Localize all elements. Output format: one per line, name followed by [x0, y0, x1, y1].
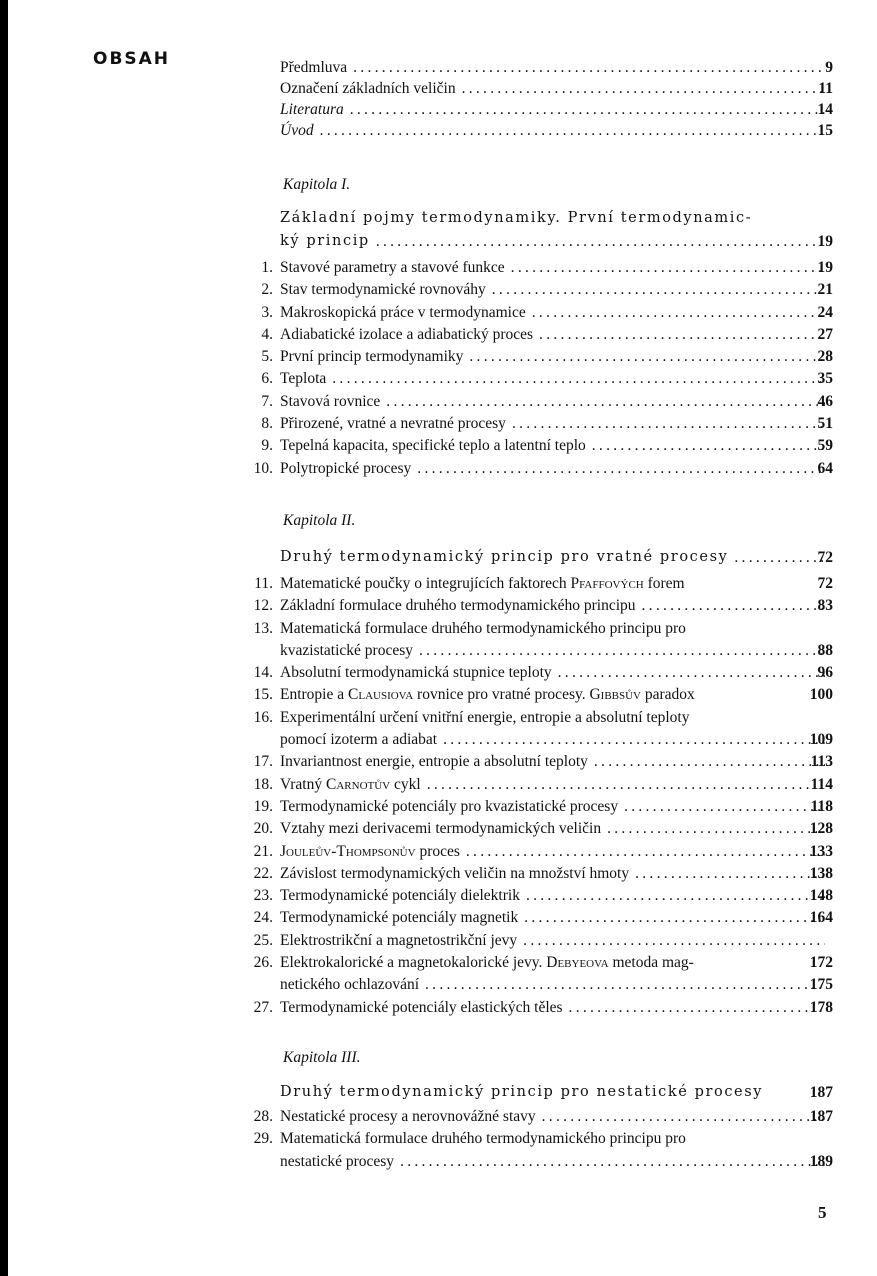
toc-line — [0, 391, 877, 413]
entry-number: 15. — [253, 686, 273, 704]
toc-line — [0, 546, 877, 569]
page-ref: 114 — [810, 775, 833, 793]
entry-title: nestatické procesy — [280, 1152, 395, 1170]
entry-text-row — [280, 458, 833, 480]
contents-heading: OBSAH — [93, 49, 171, 69]
entry-text-row — [280, 662, 833, 684]
chapter-label: Kapitola III. — [283, 1049, 361, 1066]
toc-line — [0, 573, 877, 595]
entry-title: Přirozené, vratné a nevratné procesy — [280, 415, 506, 433]
page-ref: 148 — [809, 887, 833, 905]
toc-line — [0, 841, 877, 863]
toc-line — [0, 952, 877, 974]
leader-dots — [419, 640, 825, 662]
entry-title: Invariantnost energie, entropie a absolutní teploty — [280, 753, 588, 771]
entry-text-row — [280, 368, 833, 390]
small-caps-name: Clausiova — [348, 686, 414, 704]
entry-title: Polytropické procesy — [280, 459, 412, 477]
entry-number: 20. — [253, 820, 273, 838]
leader-dots — [332, 368, 825, 390]
entry-title: Stav termodynamické rovnováhy — [280, 281, 486, 299]
page-ref: 15 — [817, 122, 833, 139]
leader-dots — [443, 729, 825, 751]
entry-title: Úvod — [280, 122, 314, 139]
leader-dots — [594, 751, 825, 773]
chapter-label: Kapitola II. — [283, 512, 356, 529]
toc-line — [0, 774, 877, 796]
leader-dots — [512, 413, 825, 435]
entry-title: Základní formulace druhého termodynamického principu — [280, 597, 636, 615]
entry-text-row — [280, 885, 833, 907]
toc-line — [0, 413, 877, 435]
entry-number: 6. — [261, 370, 273, 388]
entry-text-row — [280, 729, 833, 751]
entry-title: ký princip — [280, 233, 370, 249]
entry-number: 21. — [253, 842, 273, 860]
leader-dots — [592, 435, 825, 457]
chapter-2 — [0, 510, 877, 1019]
entry-text-row — [280, 640, 833, 662]
toc-line — [0, 120, 877, 141]
entry-number: 27. — [253, 998, 273, 1016]
entry-number: 26. — [253, 954, 273, 972]
toc-entry — [0, 885, 877, 907]
page-ref: 72 — [817, 575, 833, 592]
toc-entry — [0, 930, 877, 952]
chapter-1 — [0, 174, 877, 480]
chapter-3 — [0, 1047, 877, 1173]
toc-entry — [0, 368, 877, 390]
toc-entry — [0, 952, 877, 997]
small-caps-name: Jouleův-Thompsonův — [280, 842, 416, 860]
toc-entry — [0, 863, 877, 885]
entry-text-row — [280, 324, 833, 346]
entry-title: Matematické poučky o integrujících faktorech Pfaffových forem — [280, 575, 685, 592]
page-ref: 28 — [817, 348, 833, 366]
page-ref: 83 — [817, 597, 833, 615]
leader-dots — [400, 1151, 825, 1173]
entry-text-row — [280, 279, 833, 301]
entry-title: Termodynamické potenciály dielektrik — [280, 887, 520, 905]
leader-dots — [376, 230, 825, 253]
page-ref: 113 — [810, 753, 833, 771]
page-ref: 35 — [817, 370, 833, 388]
page-ref: 72 — [817, 549, 833, 566]
entry-text-row — [280, 546, 833, 569]
page-ref: 189 — [809, 1152, 833, 1170]
page-ref: 118 — [810, 797, 833, 815]
entry-title: netického ochlazování — [280, 976, 420, 994]
toc-line — [0, 346, 877, 368]
small-caps-name: Pfaffových — [570, 575, 644, 592]
toc-entry — [0, 818, 877, 840]
small-caps-name: Gibbsův — [589, 686, 642, 704]
entry-text-row — [280, 684, 833, 706]
leader-dots — [558, 662, 825, 684]
entry-text-row — [280, 1081, 833, 1104]
entry-title: Termodynamické potenciály pro kvazistatické procesy — [280, 797, 619, 815]
entry-text-row — [280, 618, 833, 640]
toc-line — [0, 974, 877, 996]
entry-text-row — [280, 818, 833, 840]
entry-text-row — [280, 207, 833, 230]
entry-number: 28. — [253, 1108, 273, 1125]
toc-line — [0, 279, 877, 301]
page-ref: 24 — [817, 303, 833, 321]
entry-text-row — [280, 391, 833, 413]
entry-text-row — [280, 120, 833, 141]
toc-entry — [0, 391, 877, 413]
toc-line — [0, 997, 877, 1019]
entry-title: Matematická formulace druhého termodynamického principu pro — [280, 1130, 686, 1148]
entry-number: 9. — [261, 437, 273, 455]
entry-number: 4. — [261, 325, 273, 343]
entry-text-row — [280, 573, 833, 595]
leader-dots — [526, 885, 825, 907]
front-matter — [0, 57, 877, 141]
toc-entry — [0, 413, 877, 435]
toc-line — [0, 818, 877, 840]
toc-entry — [0, 302, 877, 324]
entry-title: Literatura — [280, 101, 344, 118]
entry-title: Termodynamické potenciály elastických těles — [280, 998, 563, 1016]
leader-dots — [511, 257, 825, 279]
toc-line — [0, 707, 877, 729]
entry-text-row — [280, 230, 833, 253]
entry-title: Stavové parametry a stavové funkce — [280, 259, 505, 276]
leader-dots — [462, 78, 825, 99]
entry-text-row — [280, 707, 833, 729]
entry-title: První princip termodynamiky — [280, 348, 464, 366]
entry-number: 19. — [253, 797, 273, 815]
toc-entry — [0, 458, 877, 480]
page-ref: 164 — [809, 909, 833, 927]
entry-title: Základní pojmy termodynamiky. První termodynamic- — [280, 210, 753, 226]
entry-text-row — [280, 413, 833, 435]
page-ref: 109 — [809, 731, 833, 749]
entry-number: 5. — [261, 348, 273, 366]
entry-title: Matematická formulace druhého termodynamického principu pro — [280, 619, 686, 637]
entry-title: Stavová rovnice — [280, 392, 381, 410]
entry-number: 23. — [253, 887, 273, 905]
entry-text-row — [280, 796, 833, 818]
leader-dots — [624, 796, 825, 818]
toc-line — [0, 1151, 877, 1173]
toc-line — [0, 751, 877, 773]
entry-text-row — [280, 595, 833, 617]
page-ref: 128 — [809, 820, 833, 838]
entry-text-row — [280, 1128, 833, 1150]
page-ref: 21 — [817, 281, 833, 299]
entry-number: 13. — [253, 619, 273, 637]
entry-text-row — [280, 1151, 833, 1173]
leader-dots — [542, 1106, 825, 1128]
leader-dots — [569, 997, 825, 1019]
entry-number: 12. — [253, 597, 273, 615]
toc-line — [0, 324, 877, 346]
toc-line — [0, 230, 877, 253]
entry-number: 22. — [253, 864, 273, 882]
entry-number: 11. — [254, 575, 273, 592]
toc-entry — [0, 279, 877, 301]
toc-entry — [0, 751, 877, 773]
chapter-title — [0, 546, 877, 569]
toc-entry — [0, 573, 877, 595]
leader-dots — [417, 458, 825, 480]
page-ref: 133 — [809, 842, 833, 860]
leader-dots — [539, 324, 825, 346]
toc-line — [0, 930, 877, 952]
toc-line — [0, 796, 877, 818]
toc-line — [0, 1106, 877, 1128]
chapter-title — [0, 207, 877, 253]
page-ref: 19 — [817, 233, 833, 250]
entry-title: Teplota — [280, 370, 327, 388]
leader-dots — [320, 120, 825, 141]
entry-text-row — [280, 57, 833, 78]
page-ref: 96 — [817, 664, 833, 682]
page-ref: 88 — [817, 641, 833, 659]
toc-entry — [0, 997, 877, 1019]
toc-line — [0, 207, 877, 230]
toc-entry — [0, 346, 877, 368]
leader-dots — [350, 99, 825, 120]
chapter-entries — [0, 1106, 877, 1173]
page-ref: 138 — [809, 864, 833, 882]
entry-title: Druhý termodynamický princip pro nestatické procesy — [280, 1084, 764, 1100]
entry-number: 25. — [253, 931, 273, 949]
leader-dots — [386, 391, 825, 413]
chapter-label: Kapitola I. — [283, 176, 351, 193]
page-ref: 187 — [809, 1084, 833, 1101]
toc-line — [0, 684, 877, 706]
toc-entry — [0, 595, 877, 617]
small-caps-name: Carnotův — [326, 775, 391, 793]
entry-title: Závislost termodynamických veličin na množství hmoty — [280, 864, 630, 882]
entry-text-row — [280, 99, 833, 120]
page-ref: 19 — [817, 259, 833, 276]
leader-dots — [492, 279, 825, 301]
entry-title: Předmluva — [280, 59, 348, 76]
entry-text-row — [280, 907, 833, 929]
entry-text-row — [280, 863, 833, 885]
leader-dots — [523, 930, 825, 952]
toc-entry — [0, 324, 877, 346]
toc-entry — [0, 907, 877, 929]
entry-text-row — [280, 257, 833, 279]
entry-title: Nestatické procesy a nerovnovážné stavy — [280, 1108, 536, 1125]
page-ref: 11 — [818, 80, 833, 97]
entry-title: Adiabatické izolace a adiabatický proces — [280, 325, 534, 343]
entry-text-row — [280, 997, 833, 1019]
entry-title: Vratný Carnotův cykl — [280, 775, 421, 793]
toc-line — [0, 57, 877, 78]
page-ref: 59 — [817, 437, 833, 455]
toc-line — [0, 1081, 877, 1104]
toc-entry — [0, 774, 877, 796]
chapter-entries — [0, 257, 877, 480]
toc-line — [0, 368, 877, 390]
entry-number: 24. — [253, 909, 273, 927]
leader-dots — [607, 818, 825, 840]
entry-title: Makroskopická práce v termodynamice — [280, 303, 526, 321]
page-number: 5 — [818, 1203, 827, 1222]
entry-number: 10. — [253, 459, 273, 477]
toc-line — [0, 907, 877, 929]
entry-text-row — [280, 774, 833, 796]
leader-dots — [532, 302, 825, 324]
toc-line — [0, 458, 877, 480]
page-ref: 64 — [817, 459, 833, 477]
entry-number: 3. — [261, 303, 273, 321]
toc-line — [0, 618, 877, 640]
entry-text-row — [280, 1106, 833, 1128]
entry-text-row — [280, 974, 833, 996]
toc-entry — [0, 1128, 877, 1173]
entry-number: 29. — [253, 1130, 273, 1148]
entry-number: 1. — [261, 259, 273, 276]
entry-title: Jouleův-Thompsonův proces — [280, 842, 460, 860]
page-ref: 14 — [817, 101, 833, 118]
chapter-entries — [0, 573, 877, 1019]
toc-line — [0, 435, 877, 457]
toc-line — [0, 1128, 877, 1150]
entry-text-row — [280, 841, 833, 863]
page-ref: 46 — [817, 392, 833, 410]
entry-number: 7. — [261, 392, 273, 410]
leader-dots — [469, 346, 825, 368]
entry-title: kvazistatické procesy — [280, 641, 413, 659]
entry-title: pomocí izoterm a adiabat — [280, 731, 438, 749]
leader-dots — [524, 907, 825, 929]
entry-title: Absolutní termodynamická stupnice teploty — [280, 664, 552, 682]
page-ref: 100 — [809, 686, 833, 704]
entry-title: Entropie a Clausiova rovnice pro vratné procesy. Gibbsův paradox — [280, 686, 695, 704]
chapter-title — [0, 1081, 877, 1104]
small-caps-name: Debyeova — [546, 954, 609, 972]
entry-title: Tepelná kapacita, specifické teplo a latentní teplo — [280, 437, 586, 455]
toc-entry — [0, 796, 877, 818]
entry-text-row — [280, 952, 833, 974]
page-ref: 27 — [817, 325, 833, 343]
toc-line — [0, 302, 877, 324]
page-ref: 9 — [825, 59, 833, 76]
leader-dots — [427, 774, 825, 796]
page-ref: 187 — [809, 1108, 833, 1125]
toc-line — [0, 257, 877, 279]
toc-entry — [0, 257, 877, 279]
toc-line — [0, 729, 877, 751]
entry-title: Experimentální určení vnitřní energie, entropie a absolutní teploty — [280, 708, 690, 726]
entry-number: 16. — [253, 708, 273, 726]
toc-entry — [0, 618, 877, 663]
entry-text-row — [280, 78, 833, 99]
entry-title: Vztahy mezi derivacemi termodynamických veličin — [280, 820, 602, 838]
entry-title: Termodynamické potenciály magnetik — [280, 909, 519, 927]
entry-number: 17. — [253, 753, 273, 771]
entry-text-row — [280, 302, 833, 324]
toc-line — [0, 595, 877, 617]
toc-entry — [0, 1106, 877, 1128]
page-ref: 172 — [809, 954, 833, 972]
page-ref: 51 — [817, 415, 833, 433]
toc-line — [0, 885, 877, 907]
entry-number: 8. — [261, 415, 273, 433]
toc-line — [0, 863, 877, 885]
toc-entry — [0, 435, 877, 457]
entry-text-row — [280, 346, 833, 368]
entry-title: Elektrostrikční a magnetostrikční jevy — [280, 931, 518, 949]
leader-dots — [466, 841, 825, 863]
leader-dots — [425, 974, 825, 996]
page-ref: 178 — [809, 998, 833, 1016]
entry-text-row — [280, 930, 833, 952]
entry-text-row — [280, 751, 833, 773]
toc-entry — [0, 684, 877, 706]
toc-line — [0, 99, 877, 120]
toc-line — [0, 78, 877, 99]
toc-line — [0, 662, 877, 684]
toc-entry — [0, 662, 877, 684]
leader-dots — [353, 57, 825, 78]
toc-entry — [0, 841, 877, 863]
entry-text-row — [280, 435, 833, 457]
toc-entry — [0, 707, 877, 752]
entry-number: 18. — [253, 775, 273, 793]
entry-number: 2. — [261, 281, 273, 299]
entry-number: 14. — [253, 664, 273, 682]
entry-title: Elektrokalorické a magnetokalorické jevy. Debyeova metoda mag- — [280, 954, 694, 972]
toc-line — [0, 640, 877, 662]
entry-title: Označení základních veličin — [280, 80, 456, 97]
entry-title: Druhý termodynamický princip pro vratné procesy — [280, 549, 729, 565]
page-ref: 175 — [809, 976, 833, 994]
